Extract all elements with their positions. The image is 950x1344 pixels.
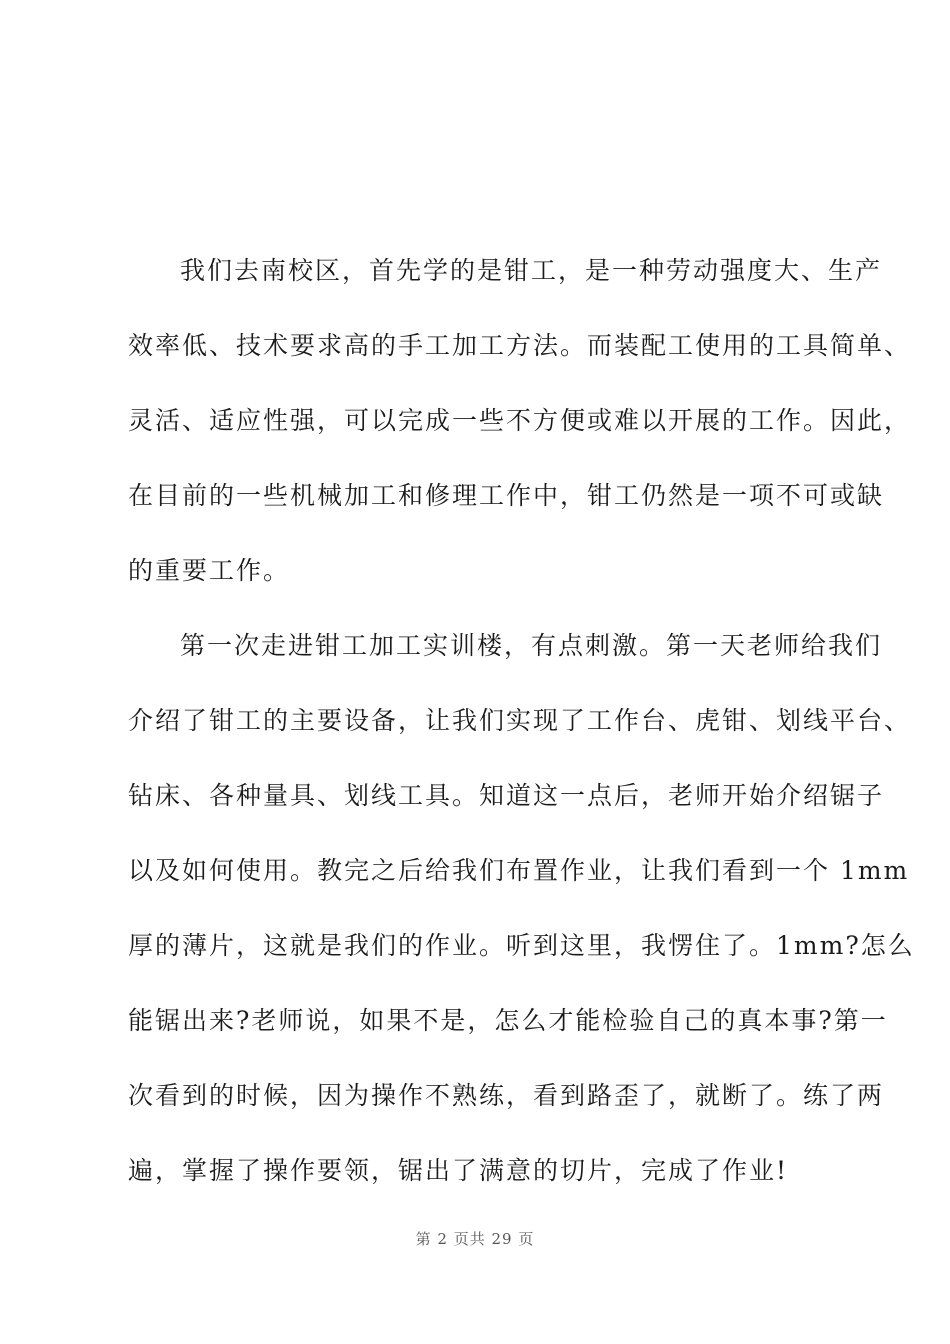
paragraph-1-line-1: 我们去南校区，首先学的是钳工，是一种劳动强度大、生产 — [180, 256, 883, 285]
paragraph-1-line-2: 效率低、技术要求高的手工加工方法。而装配工使用的工具简单、 — [128, 331, 912, 360]
paragraph-2-line-8: 遍，掌握了操作要领，锯出了满意的切片，完成了作业! — [128, 1156, 789, 1185]
paragraph-2-line-1: 第一次走进钳工加工实训楼，有点刺激。第一天老师给我们 — [180, 631, 883, 660]
paragraph-2-line-6: 能锯出来?老师说，如果不是，怎么才能检验自己的真本事?第一 — [128, 1006, 888, 1035]
page-number-footer: 第 2 页共 29 页 — [415, 1230, 535, 1248]
paragraph-1-line-4: 在目前的一些机械加工和修理工作中，钳工仍然是一项不可或缺 — [128, 481, 885, 510]
paragraph-2-line-7: 次看到的时候，因为操作不熟练，看到路歪了，就断了。练了两 — [128, 1081, 885, 1110]
paragraph-2-line-3: 钻床、各种量具、划线工具。知道这一点后，老师开始介绍锯子 — [128, 781, 885, 810]
paragraph-2-line-5: 厚的薄片，这就是我们的作业。听到这里，我愣住了。1mm?怎么 — [128, 931, 915, 960]
paragraph-1-line-3: 灵活、适应性强，可以完成一些不方便或难以开展的工作。因此， — [128, 406, 912, 435]
paragraph-1-line-5: 的重要工作。 — [128, 556, 291, 585]
paragraph-2-line-2: 介绍了钳工的主要设备，让我们实现了工作台、虎钳、划线平台、 — [128, 706, 912, 735]
paragraph-2-line-4: 以及如何使用。教完之后给我们布置作业，让我们看到一个 1mm — [128, 856, 910, 885]
